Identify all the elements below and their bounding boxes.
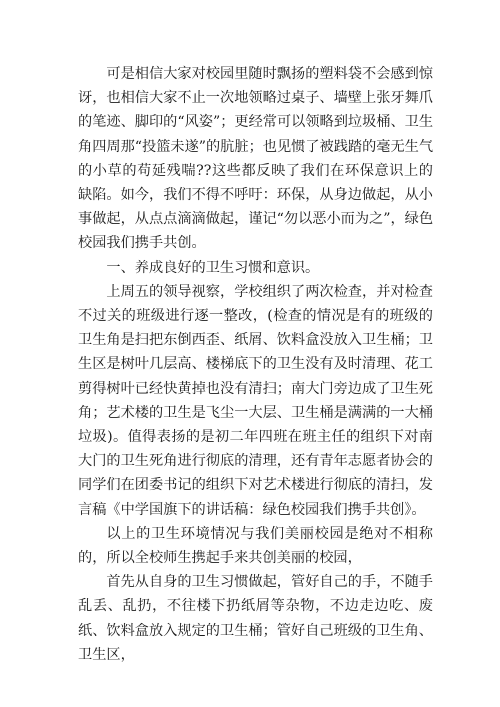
- paragraph-inspection: 上周五的领导视察，学校组织了两次检查，并对检查不过关的班级进行逐一整改，(检查的情况是有的班级的卫生角是扫把东倒西歪、纸屑、饮料盒没放入卫生桶；卫生区是树叶几层高、楼梯底下的卫生没有及时清理、花工剪得树叶已经快黄掉也没有清扫；南大门旁边成了卫生死角；艺术楼的卫生是飞尘一大层、卫生桶是满满的一大桶垃圾)。值得表扬的是初二年四班在班主任的组织下对南大门的卫生死角进行彻底的清理，还有青年志愿者协会的同学们在团委书记的组织下对艺术楼进行彻底的清扫，发言稿《中学国旗下的讲话稿：绿色校园我们携手共创》。: [78, 283, 433, 518]
- section-heading-hygiene: 一、养成良好的卫生习惯和意识。: [106, 259, 320, 276]
- paragraph-campus-environment: 以上的卫生环境情况与我们美丽校园是绝对不相称的，所以全校师生携起手来共创美丽的校园，: [78, 525, 433, 567]
- paragraph-intro: 可是相信大家对校园里随时飘扬的塑料袋不会感到惊讶，也相信大家不止一次地领略过桌子、墙壁上张牙舞爪的笔迹、脚印的“风姿”；更经常可以领略到垃圾桶、卫生角四周那“投篮未遂”的肮脏；也见惯了被践踏的毫无生气的小草的苟延残喘??这些都反映了我们在环保意识上的缺陷。如今，我们不得不呼吁：环保，从身边做起，从小事做起，从点点滴滴做起，谨记“勿以恶小而为之”，绿色校园我们携手共创。: [78, 66, 434, 252]
- document-body: [78, 62, 433, 667]
- paragraph-personal-habits: 首先从自身的卫生习惯做起，管好自己的手，不随手乱丢、乱扔，不往楼下扔纸屑等杂物，不边走边吃、废纸、饮料盒放入规定的卫生桶；管好自己班级的卫生角、卫生区，: [78, 574, 433, 663]
